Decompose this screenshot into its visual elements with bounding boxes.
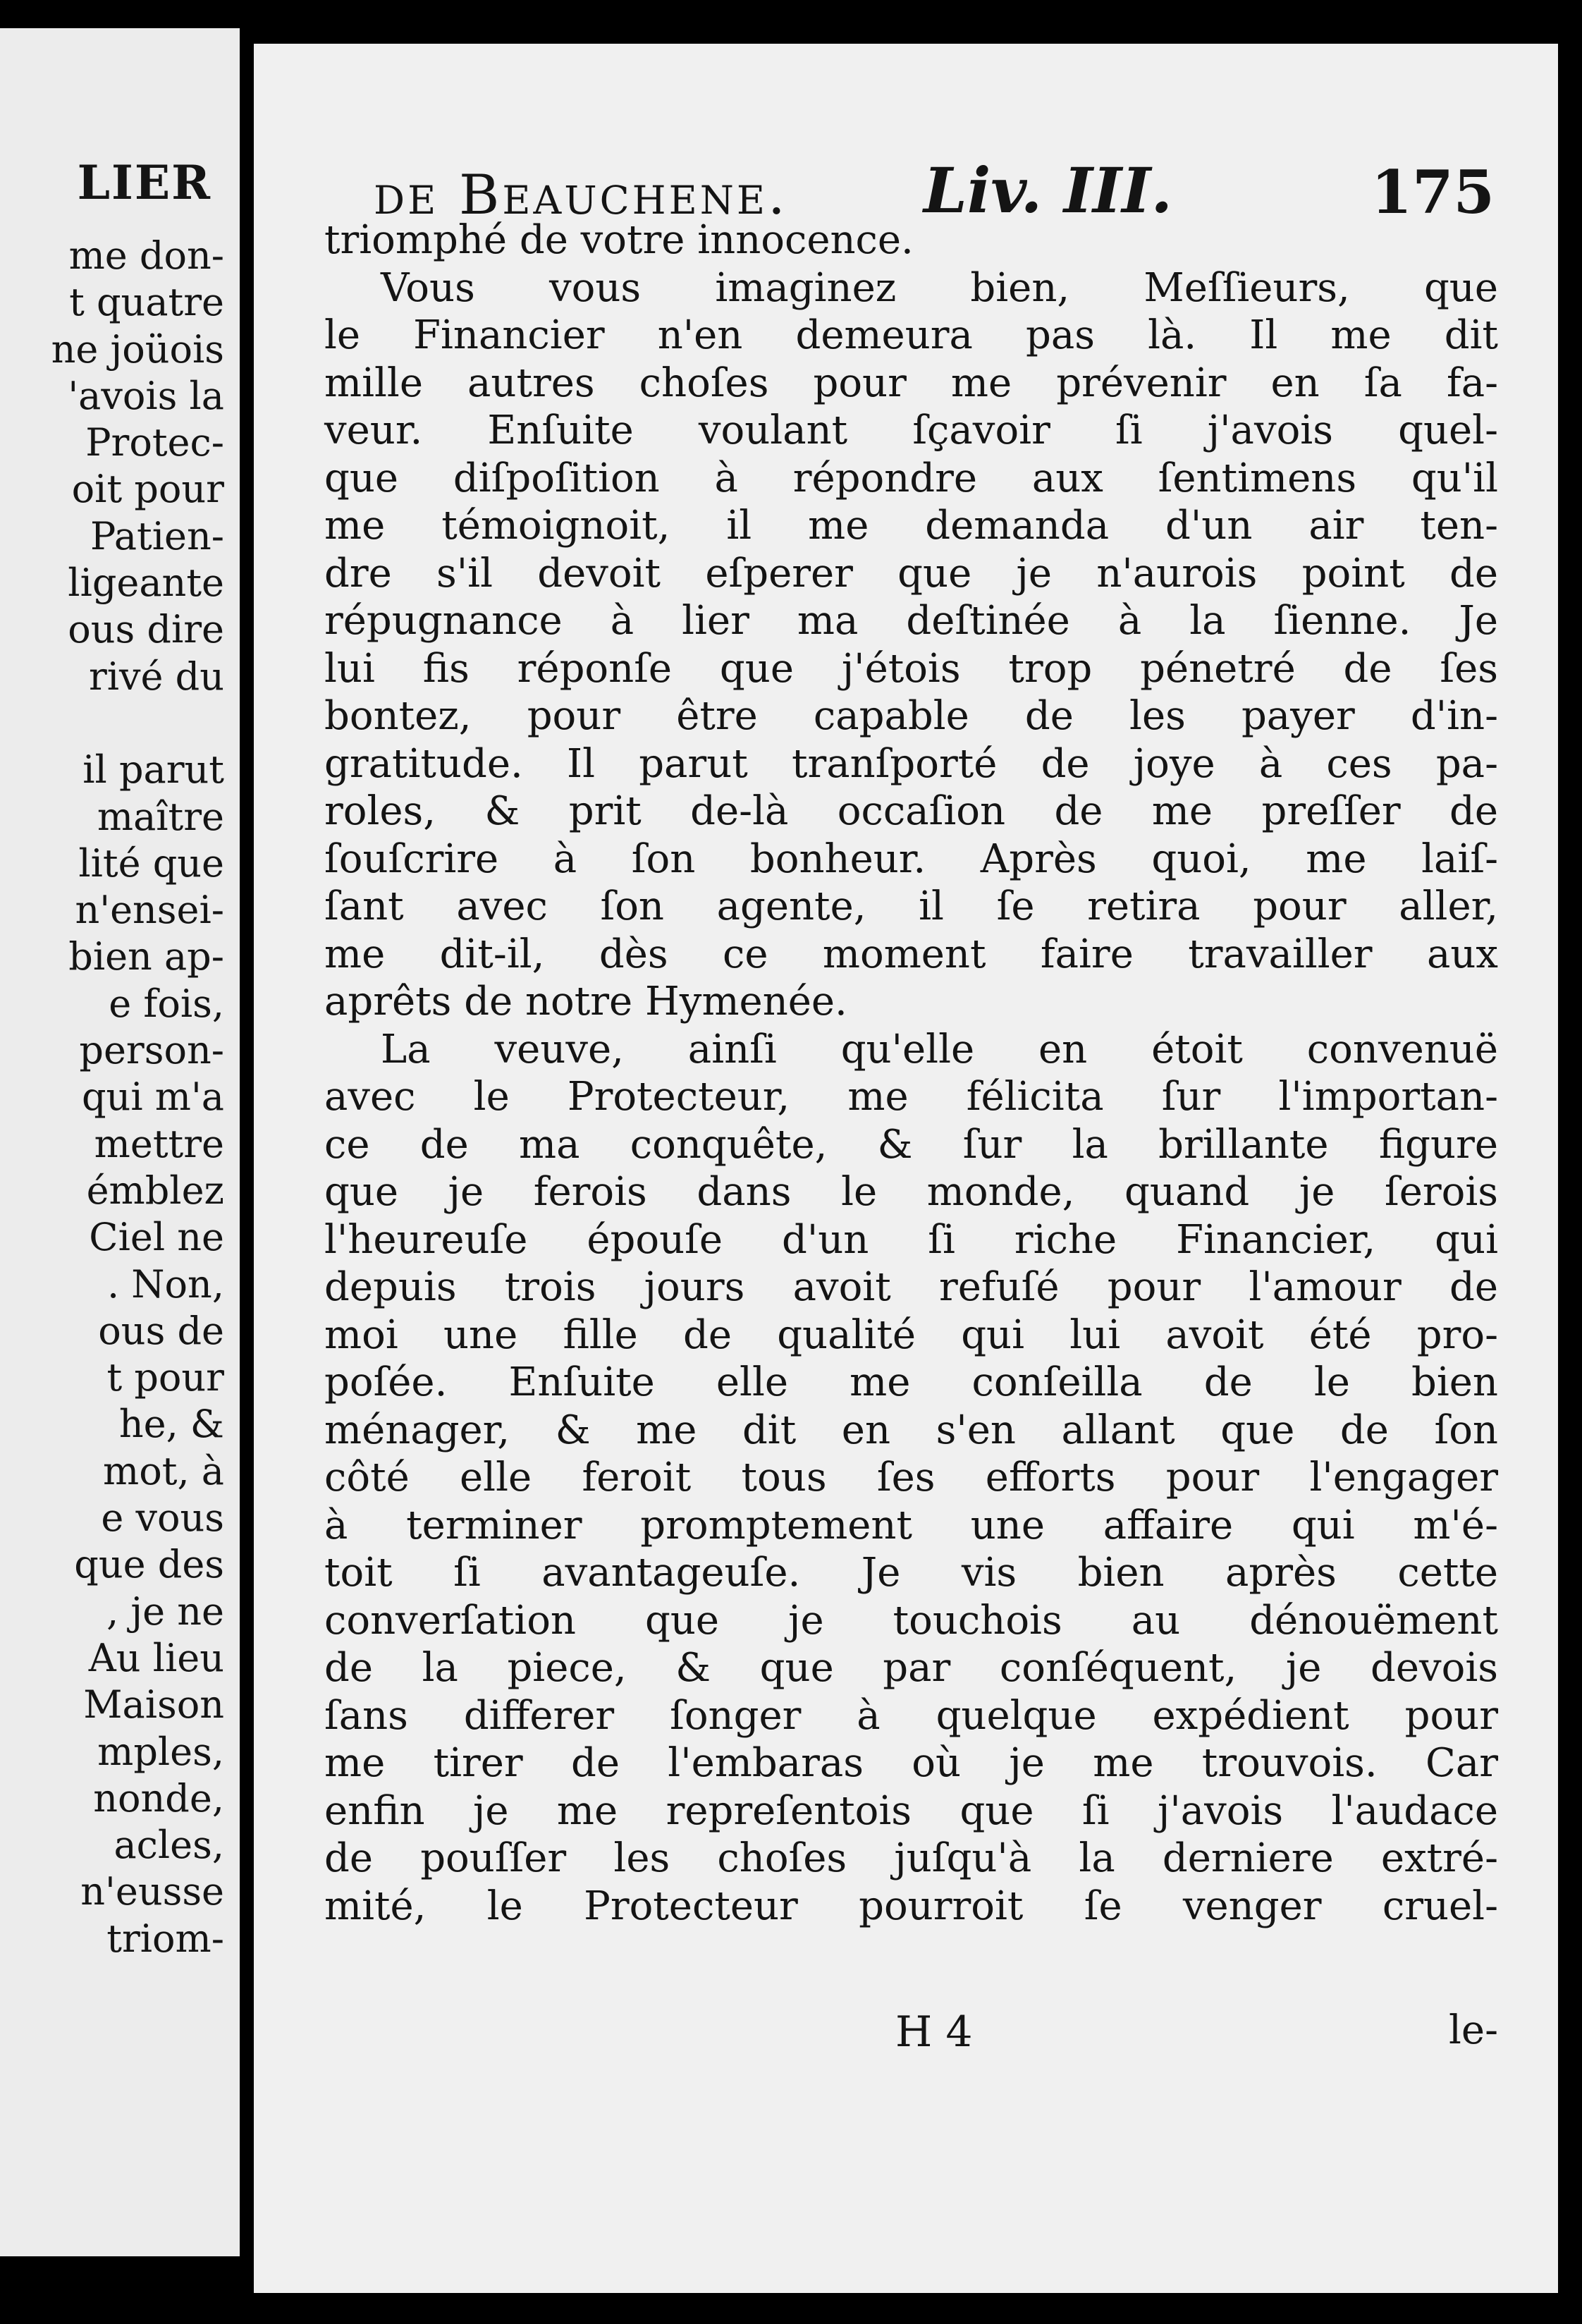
gutter xyxy=(240,0,254,2324)
text-line: de pouſſer les choſes juſqu'à la derniere extré- xyxy=(324,1835,1498,1881)
text-line: mité, le Protecteur pourroit ſe venger cruel- xyxy=(324,1883,1498,1929)
facing-page-line: e vous xyxy=(101,1496,224,1541)
text-line: mille autres choſes pour me prévenir en ſa fa- xyxy=(324,360,1498,406)
running-head xyxy=(374,149,1495,227)
facing-page-line: maître xyxy=(97,794,224,839)
facing-page-line: 'avois la xyxy=(68,373,224,418)
facing-page-line: he, & xyxy=(118,1402,224,1447)
text-line: me témoignoit, il me demanda d'un air ten- xyxy=(324,503,1498,549)
page-foot xyxy=(324,2007,1498,2057)
running-head-title: de Beauchene. xyxy=(374,164,788,227)
facing-page-line: n'ensei- xyxy=(75,888,224,933)
text-line: avec le Protecteur, me félicita ſur l'importan- xyxy=(324,1074,1498,1120)
text-line: moi une fille de qualité qui lui avoit été pro- xyxy=(324,1311,1498,1358)
text-line: roles, & prit de-là occaſion de me preſſer de xyxy=(324,788,1498,834)
text-line: que je ferois dans le monde, quand je ſerois xyxy=(324,1169,1498,1215)
facing-page-line: nonde, xyxy=(93,1775,224,1821)
text-line: le Financier n'en demeura pas là. Il me dit xyxy=(324,312,1498,358)
text-line: me tirer de l'embaras où je me trouvois. Car xyxy=(324,1740,1498,1786)
facing-page-line: Au lieu xyxy=(88,1635,224,1680)
facing-page-line: ous dire xyxy=(68,607,224,652)
scan-border xyxy=(1558,0,1582,2324)
text-line: répugnance à lier ma deſtinée à la ſienne. Je xyxy=(324,598,1498,644)
facing-page-line: que des xyxy=(74,1542,224,1587)
text-line: à terminer promptement une affaire qui m'é- xyxy=(324,1502,1498,1548)
facing-page-line: qui m'a xyxy=(81,1075,224,1120)
facing-page-line: il parut xyxy=(82,747,224,793)
text-line: ſant avec ſon agente, il ſe retira pour aller, xyxy=(324,883,1498,929)
facing-page-line: ligeante xyxy=(68,561,224,606)
facing-page-line: Ciel ne xyxy=(89,1215,224,1260)
text-line: que diſpoſition à répondre aux ſentimens qu'il xyxy=(324,455,1498,501)
facing-page-line: ous de xyxy=(98,1308,224,1353)
facing-page-line: émblez xyxy=(86,1168,224,1213)
facing-page-line: t pour xyxy=(106,1355,224,1400)
text-line: bontez, pour être capable de les payer d'in- xyxy=(324,693,1498,739)
facing-page-line: rivé du xyxy=(88,654,224,699)
facing-page-text xyxy=(51,233,224,1962)
facing-page-line: e fois, xyxy=(109,981,224,1026)
text-line: me dit-il, dès ce moment faire travailler aux xyxy=(324,931,1498,977)
facing-page-line: ne joüois xyxy=(51,326,224,372)
text-line: ſans differer ſonger à quelque expédient pour xyxy=(324,1692,1498,1739)
text-line: triomphé de votre innocence. xyxy=(324,217,914,263)
facing-page-line xyxy=(51,700,224,747)
facing-page-line: triom- xyxy=(106,1916,224,1961)
facing-page-line: Protec- xyxy=(85,420,224,465)
facing-page-line: oit pour xyxy=(71,467,224,512)
text-line: l'heureuſe épouſe d'un ſi riche Financier, qui xyxy=(324,1216,1498,1263)
text-line: lui fis réponſe que j'étois trop pénetré de ſes xyxy=(324,645,1498,692)
facing-page-line: mples, xyxy=(97,1729,224,1774)
page-number: 175 xyxy=(1371,157,1495,227)
facing-page-fragment xyxy=(0,28,240,2256)
signature-mark: H 4 xyxy=(895,2007,973,2057)
facing-page-line: bien ap- xyxy=(68,934,224,979)
facing-page-line: n'eusse xyxy=(80,1869,224,1914)
text-line: ménager, & me dit en s'en allant que de ſon xyxy=(324,1407,1498,1453)
text-line: côté elle feroit tous ſes efforts pour l'engager xyxy=(324,1455,1498,1500)
facing-page-line: me don- xyxy=(68,233,224,278)
text-line: La veuve, ainſi qu'elle en étoit convenuë xyxy=(381,1026,1498,1072)
facing-page-line: Maison xyxy=(83,1682,224,1727)
facing-page-line: t quatre xyxy=(69,280,224,325)
text-line: converſation que je touchois au dénouëment xyxy=(324,1597,1498,1644)
facing-page-line: acles, xyxy=(114,1823,224,1868)
facing-page-line: mot, à xyxy=(103,1448,224,1493)
facing-page-line: person- xyxy=(79,1028,224,1073)
facing-page-line: . Non, xyxy=(106,1261,224,1307)
text-line: gratitude. Il parut tranſporté de joye à ces pa- xyxy=(324,740,1498,787)
text-line: ce de ma conquête, & ſur la brillante figure xyxy=(324,1121,1498,1168)
book-page xyxy=(254,44,1558,2293)
catchword: le- xyxy=(1449,2007,1498,2053)
text-line: toit ſi avantageuſe. Je vis bien après cette xyxy=(324,1550,1498,1596)
text-line: aprêts de notre Hymenée. xyxy=(324,979,847,1025)
running-head-book: Liv. III. xyxy=(924,154,1172,227)
facing-page-line: Patien- xyxy=(90,513,224,558)
text-line: veur. Enſuite voulant ſçavoir ſi j'avois quel- xyxy=(324,408,1498,453)
facing-page-running-head: LIER xyxy=(77,155,211,210)
text-line: enfin je me repreſentois que ſi j'avois l'audace xyxy=(324,1787,1498,1834)
text-line: de la piece, & que par conſéquent, je devois xyxy=(324,1645,1498,1691)
text-line: poſée. Enſuite elle me conſeilla de le bien xyxy=(324,1359,1498,1405)
text-line: ſouſcrire à ſon bonheur. Après quoi, me laiſ- xyxy=(324,836,1498,882)
text-line: dre s'il devoit eſperer que je n'aurois point de xyxy=(324,550,1498,597)
facing-page-line: mettre xyxy=(94,1121,224,1166)
text-line: depuis trois jours avoit refuſé pour l'amour de xyxy=(324,1264,1498,1310)
body-text xyxy=(324,216,1498,1930)
text-line: Vous vous imaginez bien, Meſſieurs, que xyxy=(381,264,1498,311)
facing-page-line: lité que xyxy=(78,840,224,886)
facing-page-line: , je ne xyxy=(106,1589,224,1634)
